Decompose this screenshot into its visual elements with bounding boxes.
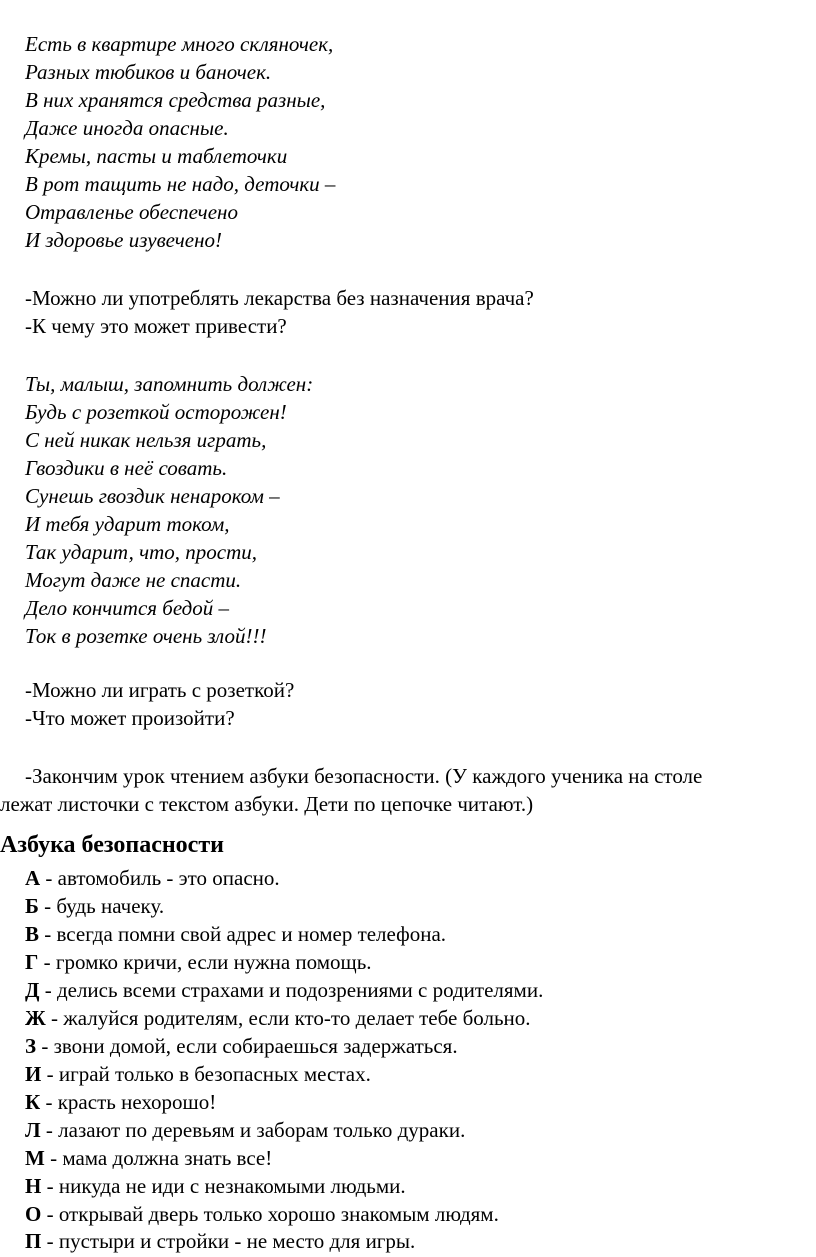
- alphabet-text: - громко кричи, если нужна помощь.: [38, 950, 372, 974]
- poem2-line-4: Гвоздики в неё совать.: [25, 456, 228, 480]
- alphabet-letter: Г: [25, 950, 39, 974]
- poem1-line-6: В рот тащить не надо, деточки –: [25, 172, 336, 196]
- alphabet-item: [25, 1200, 499, 1228]
- alphabet-letter: И: [25, 1062, 42, 1086]
- alphabet-item: [25, 1004, 531, 1032]
- alphabet-letter: Н: [25, 1174, 42, 1198]
- alphabet-item: [25, 920, 446, 948]
- poem2-line-10: Ток в розетке очень злой!!!: [25, 624, 267, 648]
- poem2-line-7: Так ударит, что, прости,: [25, 540, 257, 564]
- alphabet-item: [25, 1144, 272, 1172]
- alphabet-letter: Л: [25, 1118, 41, 1142]
- poem1-line-2: Разных тюбиков и баночек.: [25, 60, 272, 84]
- alphabet-letter: К: [25, 1090, 41, 1114]
- poem1-line-1: Есть в квартире много скляночек,: [25, 32, 334, 56]
- alphabet-letter: З: [25, 1034, 37, 1058]
- poem2-line-1: Ты, малыш, запомнить должен:: [25, 372, 314, 396]
- alphabet-letter: М: [25, 1146, 45, 1170]
- poem1-line-7: Отравленье обеспечено: [25, 200, 238, 224]
- poem1-line-4: Даже иногда опасные.: [25, 116, 229, 140]
- alphabet-text: - мама должна знать все!: [44, 1146, 273, 1170]
- alphabet-item: [25, 1116, 465, 1144]
- closing-paragraph-line-1: -Закончим урок чтением азбуки безопасности. (У каждого ученика на столе: [25, 764, 703, 788]
- poem2-line-5: Сунешь гвоздик ненароком –: [25, 484, 280, 508]
- alphabet-letter: Д: [25, 978, 40, 1002]
- alphabet-text: - жалуйся родителям, если кто-то делает тебе больно.: [45, 1006, 531, 1030]
- alphabet-item: [25, 1172, 406, 1200]
- alphabet-text: - будь начеку.: [38, 894, 165, 918]
- poem2-line-3: С ней никак нельзя играть,: [25, 428, 267, 452]
- alphabet-letter: А: [25, 866, 41, 890]
- poem1-line-5: Кремы, пасты и таблеточки: [25, 144, 288, 168]
- alphabet-text: - звони домой, если собираешься задержаться.: [36, 1034, 458, 1058]
- alphabet-text: - делись всеми страхами и подозрениями с родителями.: [39, 978, 544, 1002]
- poem2-line-8: Могут даже не спасти.: [25, 568, 242, 592]
- poem1-line-8: И здоровье изувечено!: [25, 228, 222, 252]
- alphabet-item: [25, 1060, 371, 1088]
- alphabet-text: - лазают по деревьям и заборам только дураки.: [40, 1118, 466, 1142]
- alphabet-text: - красть нехорошо!: [40, 1090, 217, 1114]
- alphabet-text: - автомобиль - это опасно.: [40, 866, 280, 890]
- alphabet-letter: П: [25, 1229, 42, 1253]
- alphabet-text: - пустыри и стройки - не место для игры.: [41, 1229, 416, 1253]
- question-4: -Что может произойти?: [25, 706, 235, 730]
- alphabet-letter: Ж: [25, 1006, 46, 1030]
- poem2-line-2: Будь с розеткой осторожен!: [25, 400, 287, 424]
- alphabet-item: [25, 864, 280, 892]
- alphabet-item: [25, 1227, 415, 1255]
- alphabet-text: - открывай дверь только хорошо знакомым людям.: [41, 1202, 499, 1226]
- alphabet-item: [25, 948, 372, 976]
- question-1: -Можно ли употреблять лекарства без назначения врача?: [25, 286, 534, 310]
- alphabet-letter: О: [25, 1202, 42, 1226]
- poem2-line-9: Дело кончится бедой –: [25, 596, 230, 620]
- alphabet-item: [25, 976, 543, 1004]
- poem2-line-6: И тебя ударит током,: [25, 512, 230, 536]
- alphabet-heading: Азбука безопасности: [0, 832, 224, 858]
- alphabet-item: [25, 1032, 458, 1060]
- question-2: -К чему это может привести?: [25, 314, 287, 338]
- question-3: -Можно ли играть с розеткой?: [25, 678, 295, 702]
- alphabet-letter: Б: [25, 894, 39, 918]
- alphabet-text: - никуда не иди с незнакомыми людьми.: [41, 1174, 406, 1198]
- closing-paragraph-line-2: лежат листочки с текстом азбуки. Дети по цепочке читают.): [0, 792, 534, 816]
- alphabet-item: [25, 892, 164, 920]
- alphabet-letter: В: [25, 922, 40, 946]
- alphabet-item: [25, 1088, 216, 1116]
- alphabet-text: - всегда помни свой адрес и номер телефона.: [39, 922, 447, 946]
- alphabet-text: - играй только в безопасных местах.: [41, 1062, 371, 1086]
- poem1-line-3: В них хранятся средства разные,: [25, 88, 326, 112]
